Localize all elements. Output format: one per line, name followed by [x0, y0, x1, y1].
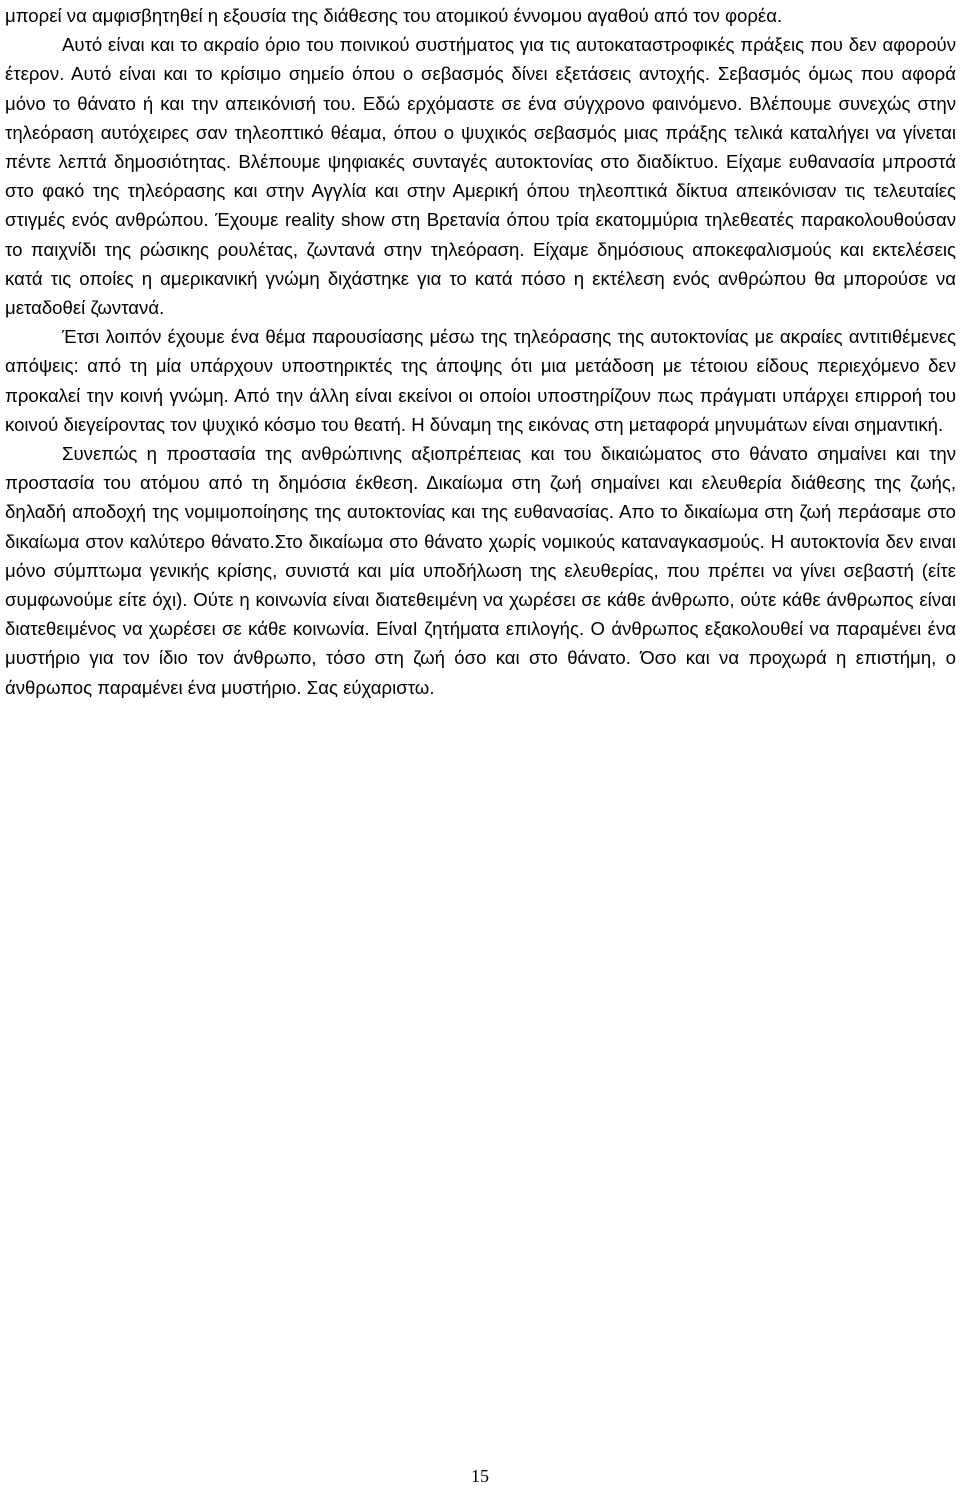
paragraph-tv-presentation: Έτσι λοιπόν έχουμε ένα θέμα παρουσίασης μέσω της τηλεόρασης της αυτοκτονίας με ακραίες αντιτιθέμενες απόψεις: από τη μία υπάρχουν υποστηρικτές της άποψης ότι μια μετάδοση με τέτοιου είδους περιεχόμενο δεν προκαλεί την κοινή γνώμη. Από την άλλη είναι εκείνοι οι οποίοι υποστηρίζουν πως πράγματι υπάρχει επιρροή του κοινού διεγείροντας τον ψυχικό κόσμο του θεατή. Η δύναμη της εικόνας στη μεταφορά μηνυμάτων είναι σημαντική. [5, 326, 956, 435]
paragraph-conclusion: Συνεπώς η προστασία της ανθρώπινης αξιοπρέπειας και του δικαιώματος στο θάνατο σημαίνει και την προστασία του ατόμου από τη δημόσια έκθεση. Δικαίωμα στη ζωή σημαίνει και ελευθερία διάθεσης της ζωής, δηλαδή αποδοχή της νομιμοποίησης της αυτοκτονίας και της ευθανασίας. Απο το δικαίωμα στη ζωή περάσαμε στο δικαίωμα στον καλύτερο θάνατο.Στο δικαίωμα στο θάνατο χωρίς νομικούς καταναγκασμούς. Η αυτοκτονία δεν ειναι μόνο σύμπτωμα γενικής κρίσης, συνιστά και μία υποδήλωση της ελευθερίας, που πρέπει να γίνει σεβαστή (είτε συμφωνούμε είτε όχι). Ούτε η κοινωνία είναι διατεθειμένη να χωρέσει σε κάθε άνθρωπο, ούτε κάθε άνθρωπος είναι διατεθειμένος να χωρέσει σε κάθε κοινωνία. ΕίναΙ ζητήματα επιλογής. Ο άνθρωπος εξακολουθεί να παραμένει ένα μυστήριο για τον ίδιο τον άνθρωπο, τόσο στη ζωή όσο και στο θάνατο. Όσο και να προχωρά η επιστήμη, ο άνθρωπος παραμένει ένα μυστήριο. Σας εύχαριστω. [5, 443, 956, 698]
document-body [5, 1, 956, 702]
paragraph-extreme-limit: Αυτό είναι και το ακραίο όριο του ποινικού συστήματος για τις αυτοκαταστροφικές πράξεις που δεν αφορούν έτερον. Αυτό είναι και το κρίσιμο σημείο όπου ο σεβασμός δίνει εξετάσεις αντοχής. Σεβασμός όμως που αφορά μόνο το θάνατο ή και την απεικόνισή του. Εδώ ερχόμαστε σε ένα σύγχρονο φαινόμενο. Βλέπουμε συνεχώς στην τηλεόραση αυτόχειρες σαν τηλεοπτικό θέαμα, όπου ο ψυχικός σεβασμός μιας πράξης τελικά καταλήγει να γίνεται πέντε λεπτά δημοσιότητας. Βλέπουμε ψηφιακές συνταγές αυτοκτονίας στο διαδίκτυο. Είχαμε ευθανασία μπροστά στο φακό της τηλεόρασης και στην Αγγλία και στην Αμερική όπου τηλεοπτικά δίκτυα απεικόνισαν τις τελευταίες στιγμές ενός ανθρώπου. Έχουμε reality show στη Βρετανία όπου τρία εκατομμύρια τηλεθεατές παρακολουθούσαν το παιχνίδι της ρώσικης ρουλέτας, ζωντανά στην τηλεόραση. Είχαμε δημόσιους αποκεφαλισμούς και εκτελέσεις κατά τις οποίες η αμερικανική γνώμη διχάστηκε για το κατά πόσο η εκτέλεση ενός ανθρώπου θα μπορούσε να μεταδοθεί ζωντανά. [5, 34, 956, 319]
paragraph-continuation: μπορεί να αμφισβητηθεί η εξουσία της διάθεσης του ατομικού έννομου αγαθού από τον φορέα. [5, 5, 783, 26]
page-number: 15 [471, 1466, 489, 1486]
